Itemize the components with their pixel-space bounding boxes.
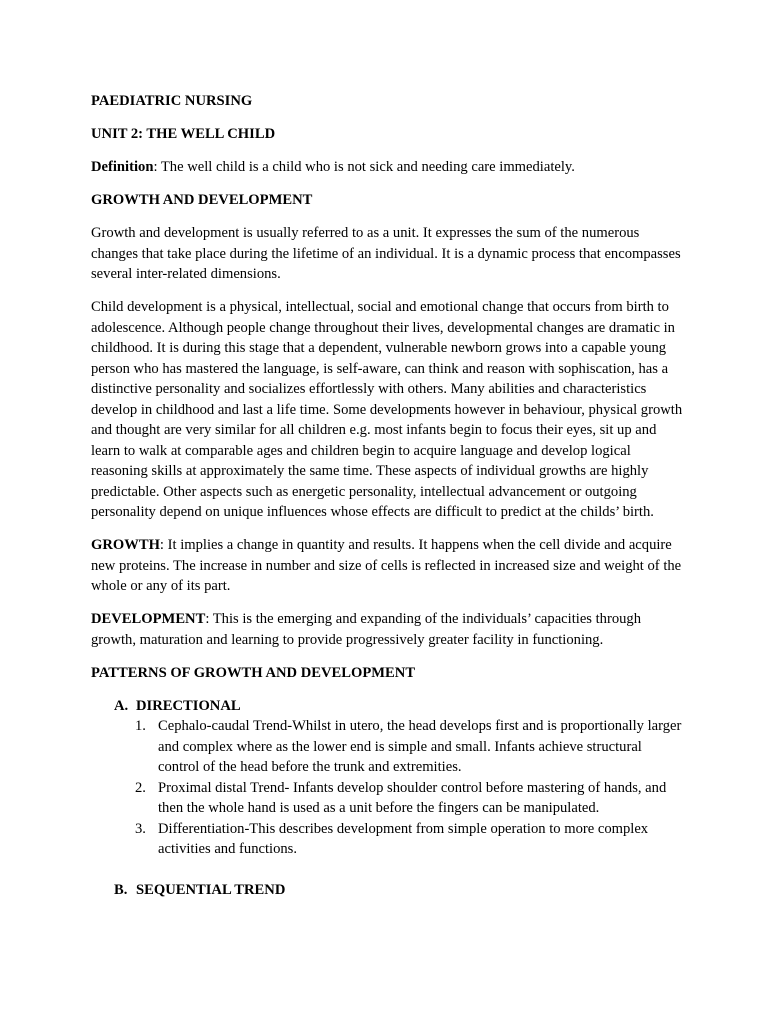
- list-item-number: 2.: [135, 779, 146, 796]
- child-development-paragraph: Child development is a physical, intellectual, social and emotional change that occurs from birth to adolescence. Although people change throughout their lives, developmental changes are dramatic in childhood. It is during this stage that a dependent, vulnerable newborn grows into a capable young person who has mastered the language, is self-aware, can think and reason with sophiscation, has a distinctive personality and socializes effortlessly with others. Many abilities and characteristics develop in childhood and last a life time. Some developments however in behaviour, physical growth and thought are very similar for all children e.g. most infants begin to focus their eyes, sit up and learn to walk at comparable ages and children begin to acquire language and develop logical reasoning skills at approximately the same time. These aspects of individual growths are highly predictable. Other aspects such as energetic personality, intellectual advancement or outgoing personality depend on unique influences whose effects are difficult to predict at the childs’ birth.: [91, 299, 683, 520]
- development-text: : This is the emerging and expanding of the individuals’ capacities through growth, maturation and learning to provide progressively greater facility in functioning.: [91, 611, 642, 648]
- definition-term: Definition: [91, 159, 154, 175]
- list-item: [135, 819, 683, 860]
- growth-development-heading: GROWTH AND DEVELOPMENT: [91, 192, 313, 208]
- directional-list: [135, 716, 683, 860]
- development-term: DEVELOPMENT: [91, 611, 206, 627]
- section-directional: [91, 696, 683, 860]
- patterns-heading: PATTERNS OF GROWTH AND DEVELOPMENT: [91, 664, 416, 681]
- list-item: [135, 778, 683, 819]
- document-page: [91, 91, 683, 901]
- unit-title: UNIT 2: THE WELL CHILD: [91, 126, 276, 142]
- growth-term: GROWTH: [91, 537, 160, 553]
- list-item-number: 3.: [135, 820, 146, 837]
- course-title: PAEDIATRIC NURSING: [91, 93, 253, 109]
- development-paragraph: [91, 609, 683, 650]
- section-letter: A.: [114, 697, 129, 714]
- section-title: [114, 696, 683, 717]
- list-item-number: 1.: [135, 718, 146, 734]
- section-name: SEQUENTIAL TREND: [136, 882, 286, 898]
- section-title: [114, 880, 683, 901]
- section-sequential: [91, 880, 683, 901]
- intro-paragraph: Growth and development is usually referred to as a unit. It expresses the sum of the numerous changes that take place during the lifetime of an individual. It is a dynamic process that encompasses several inter-related dimensions.: [91, 225, 681, 282]
- list-item-text: Cephalo-caudal Trend-Whilst in utero, the head develops first and is proportionally larger and complex where as the lower end is simple and small. Infants achieve structural control of the head before the trunk and extremities.: [158, 718, 682, 775]
- growth-paragraph: [91, 535, 683, 597]
- growth-text: : It implies a change in quantity and results. It happens when the cell divide and acquire new proteins. The increase in number and size of cells is reflected in increased size and weight of the whole or any of its part.: [91, 537, 682, 594]
- definition-text: : The well child is a child who is not sick and needing care immediately.: [153, 159, 575, 175]
- list-item-text: Differentiation-This describes development from simple operation to more complex activities and functions.: [158, 820, 649, 857]
- section-letter: B.: [114, 882, 128, 898]
- definition-paragraph: [91, 157, 683, 178]
- list-item-text: Proximal distal Trend- Infants develop shoulder control before mastering of hands, and then the whole hand is used as a unit before the fingers can be manipulated.: [158, 779, 667, 816]
- list-item: [135, 716, 683, 778]
- section-name: DIRECTIONAL: [136, 697, 241, 714]
